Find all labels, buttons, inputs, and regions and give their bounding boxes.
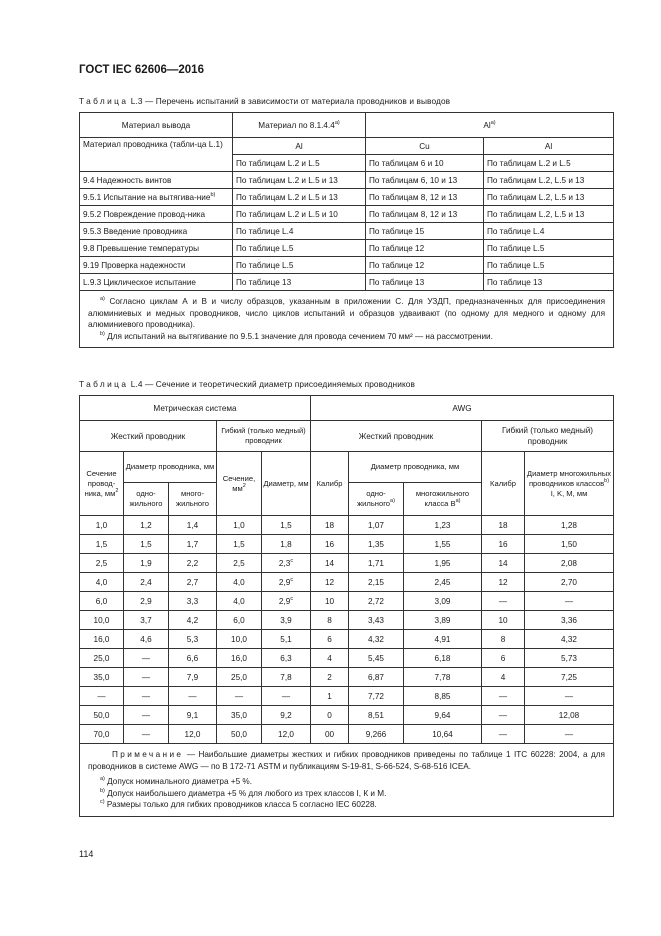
table-l4-notes: Примечание — Наибольшие диаметры жестких и гибких проводников приведены по таблице 1 ITC 60228: 2004, а для проводников в системе AWG — по В 172-71 ASTM и публикациям S-19-81, S-66-524, S-68-516 ICEA. $^{а)}$ Допуск номинального диаметра +5 %. $^{b)}$ Допуск наибольшего диаметра +5 % для любого из трех классов I, К и М. $^{c)}$ Размеры только для гибких проводников класса 5 согласно IEC 60228. xyxy=(80,744,614,817)
table-cell: 1,5 xyxy=(262,516,311,535)
table-row: 9.5.2 Повреждение провод-ника По таблицам L.2 и L.5 и 10 По таблицам 8, 12 и 13 По таблицам L.2, L.5 и 13 xyxy=(80,206,614,223)
head-flexible: Гибкий (только медный) проводник xyxy=(217,421,311,452)
table-cell: 8,51 xyxy=(349,706,404,725)
head-section: Сечение провод-ника, $мм^2$ xyxy=(80,452,124,516)
table-cell: 4 xyxy=(482,668,525,687)
table-cell: 9,64 xyxy=(404,706,482,725)
table-cell: 5,45 xyxy=(349,649,404,668)
table-cell: 6,6 xyxy=(169,649,217,668)
table-cell: 1,8 xyxy=(262,535,311,554)
table-cell: 1,5 xyxy=(80,535,124,554)
table-cell: 2,7 xyxy=(169,573,217,592)
table-cell: 1,2 xyxy=(124,516,169,535)
table-cell: 16 xyxy=(482,535,525,554)
table-cell: 9,2 xyxy=(262,706,311,725)
table-cell: 10,64 xyxy=(404,725,482,744)
table-cell: — xyxy=(482,725,525,744)
table-row xyxy=(80,516,614,535)
table-cell: 7,25 xyxy=(525,668,614,687)
table-row xyxy=(80,706,614,725)
table-cell: 2,15 xyxy=(349,573,404,592)
table-cell: 70,0 xyxy=(80,725,124,744)
head-multi: много-жильного xyxy=(169,483,217,516)
table-cell: 7,8 xyxy=(262,668,311,687)
table-cell: 6 xyxy=(482,649,525,668)
table-cell: 1,9 xyxy=(124,554,169,573)
table-cell: — xyxy=(525,592,614,611)
table-cell: — xyxy=(124,687,169,706)
table-cell: 1 xyxy=(311,687,349,706)
table-cell: 6,87 xyxy=(349,668,404,687)
table-cell: — xyxy=(217,687,262,706)
table-row xyxy=(80,725,614,744)
table-cell: 6,0 xyxy=(80,592,124,611)
table-cell: 3,43 xyxy=(349,611,404,630)
head-cu: Cu xyxy=(366,138,484,155)
table-cell: 14 xyxy=(311,554,349,573)
table-cell: 3,3 xyxy=(169,592,217,611)
table-cell: 00 xyxy=(311,725,349,744)
table-cell: 6,3 xyxy=(262,649,311,668)
table-cell: 12,0 xyxy=(262,725,311,744)
table-cell: 2,4 xyxy=(124,573,169,592)
table-cell: — xyxy=(262,687,311,706)
table-cell: 3,89 xyxy=(404,611,482,630)
table-row xyxy=(80,649,614,668)
table-cell: 1,28 xyxy=(525,516,614,535)
table-cell: 12 xyxy=(482,573,525,592)
table-cell: — xyxy=(124,668,169,687)
table-cell: 2,3$^c$ xyxy=(262,554,311,573)
head-section-flex: Сечение, $мм^2$ xyxy=(217,452,262,516)
table-l3 xyxy=(79,112,614,348)
table-cell: 1,07 xyxy=(349,516,404,535)
table-cell: 1,0 xyxy=(80,516,124,535)
table-cell: 3,36 xyxy=(525,611,614,630)
table-cell: 0 xyxy=(311,706,349,725)
table-cell: — xyxy=(525,725,614,744)
head-flexible-awg: Гибкий (только медный) проводник xyxy=(482,421,614,452)
table-l4 xyxy=(79,395,614,817)
table-cell: 10,0 xyxy=(80,611,124,630)
table-cell: 12,08 xyxy=(525,706,614,725)
table-cell: — xyxy=(525,687,614,706)
table-cell: 1,7 xyxy=(169,535,217,554)
table-cell: 2,70 xyxy=(525,573,614,592)
table-cell: 2,45 xyxy=(404,573,482,592)
table-cell: 4 xyxy=(311,649,349,668)
table-row xyxy=(80,535,614,554)
table-cell: 1,5 xyxy=(217,535,262,554)
table-l3-footnotes: $^{а)}$ Согласно циклам А и В и числу образцов, указанным в приложении С. Для УЗДП, предназначенных для присоединения алюминиевых и медных проводников, число циклов испытаний и образцов удваивают (по одному для медного и одному для алюминиевого проводника). $^{b)}$ Для испытаний на вытягивание по 9.5.1 значение для провода сечением 70 мм² — на рассмотрении. xyxy=(80,291,614,348)
head-al: $Al^{а)}$ xyxy=(366,113,614,138)
table-row xyxy=(80,668,614,687)
table-cell: 6,18 xyxy=(404,649,482,668)
table-cell: 4,6 xyxy=(124,630,169,649)
table-cell: 18 xyxy=(311,516,349,535)
head-al-2: Al xyxy=(233,138,366,155)
table-cell: 2,08 xyxy=(525,554,614,573)
table-row xyxy=(80,687,614,706)
table-cell: 2,9 xyxy=(124,592,169,611)
table-cell: 5,73 xyxy=(525,649,614,668)
table-cell: 5,1 xyxy=(262,630,311,649)
table-cell: — xyxy=(482,687,525,706)
table-cell: 3,7 xyxy=(124,611,169,630)
table-cell: 1,55 xyxy=(404,535,482,554)
table-cell: 2,9$^c$ xyxy=(262,592,311,611)
table-cell: — xyxy=(482,706,525,725)
table-cell: — xyxy=(80,687,124,706)
table-cell: 8 xyxy=(311,611,349,630)
table-cell: 4,0 xyxy=(217,573,262,592)
table-cell: 3,9 xyxy=(262,611,311,630)
table-cell: 35,0 xyxy=(217,706,262,725)
table-cell: — xyxy=(482,592,525,611)
head-rigid-awg: Жесткий проводник xyxy=(311,421,482,452)
table-cell: 9,266 xyxy=(349,725,404,744)
table-row: 9.4 Надежность винтов По таблицам L.2 и L.5 и 13 По таблицам 6, 10 и 13 По таблицам L.2, L.5 и 13 xyxy=(80,172,614,189)
table-cell: 25,0 xyxy=(217,668,262,687)
table-cell: 25,0 xyxy=(80,649,124,668)
head-single-awg: одно-жильного$^{а)}$ xyxy=(349,483,404,516)
document-header: ГОСТ IEC 62606—2016 xyxy=(79,64,204,76)
table-row: 9.5.3 Введение проводника По таблице L.4 По таблице 15 По таблице L.4 xyxy=(80,223,614,240)
table-cell: 1,50 xyxy=(525,535,614,554)
table-cell: 1,95 xyxy=(404,554,482,573)
table-row xyxy=(80,630,614,649)
table-cell: 16,0 xyxy=(217,649,262,668)
table-cell: 10 xyxy=(311,592,349,611)
table-cell: — xyxy=(124,649,169,668)
table-cell: 4,2 xyxy=(169,611,217,630)
head-al-3: Al xyxy=(484,138,614,155)
head-gauge-flex: Калибр xyxy=(482,452,525,516)
table-row xyxy=(80,592,614,611)
table-cell: 6 xyxy=(311,630,349,649)
table-cell: 1,0 xyxy=(217,516,262,535)
table-cell: 1,71 xyxy=(349,554,404,573)
table-cell: — xyxy=(124,725,169,744)
table-row xyxy=(80,611,614,630)
table-row xyxy=(80,554,614,573)
head-metric: Метрическая система xyxy=(80,396,311,421)
table-row: По таблицам L.2 и L.5 По таблицам 6 и 10 По таблицам L.2 и L.5 xyxy=(80,155,614,172)
head-multi-awg: многожильного класса $В^{а)}$ xyxy=(404,483,482,516)
table-cell: 8 xyxy=(482,630,525,649)
table-cell: 2,5 xyxy=(80,554,124,573)
table-cell: 4,91 xyxy=(404,630,482,649)
table-cell: 8,85 xyxy=(404,687,482,706)
table-cell: 6,0 xyxy=(217,611,262,630)
table-cell: 50,0 xyxy=(80,706,124,725)
table-cell: 7,9 xyxy=(169,668,217,687)
table-cell: 5,3 xyxy=(169,630,217,649)
table-cell: — xyxy=(169,687,217,706)
table-cell: 3,09 xyxy=(404,592,482,611)
table-cell: 10,0 xyxy=(217,630,262,649)
table-cell: 50,0 xyxy=(217,725,262,744)
head-diameter-awg: Диаметр проводника, мм xyxy=(349,452,482,483)
head-terminal-material: Материал вывода xyxy=(80,113,233,138)
table-row xyxy=(80,573,614,592)
table-l3-caption: Таблица L.3 — Перечень испытаний в зависимости от материала проводников и выводов xyxy=(79,96,451,106)
head-diameter: Диаметр проводника, мм xyxy=(124,452,217,483)
table-cell: 7,72 xyxy=(349,687,404,706)
table-cell: 10 xyxy=(482,611,525,630)
table-cell: 1,23 xyxy=(404,516,482,535)
table-cell: 4,0 xyxy=(80,573,124,592)
table-cell: 4,32 xyxy=(525,630,614,649)
table-cell: 35,0 xyxy=(80,668,124,687)
table-cell: 2,9$^c$ xyxy=(262,573,311,592)
table-row: 9.8 Превышение температуры По таблице L.5 По таблице 12 По таблице L.5 xyxy=(80,240,614,257)
head-awg: AWG xyxy=(311,396,614,421)
head-single: одно-жильного xyxy=(124,483,169,516)
table-cell: 16,0 xyxy=(80,630,124,649)
table-cell: 2,5 xyxy=(217,554,262,573)
head-material-814: Материал по $8.1.4.4^{а)}$ xyxy=(233,113,366,138)
table-cell: 7,78 xyxy=(404,668,482,687)
table-cell: 18 xyxy=(482,516,525,535)
table-cell: 4,0 xyxy=(217,592,262,611)
table-cell: 2 xyxy=(311,668,349,687)
table-cell: 12 xyxy=(311,573,349,592)
table-l4-caption: Таблица L.4 — Сечение и теоретический диаметр присоединяемых проводников xyxy=(79,379,415,389)
head-diameter-flex: Диаметр, мм xyxy=(262,452,311,516)
table-cell: 14 xyxy=(482,554,525,573)
table-row: 9.19 Проверка надежности По таблице L.5 По таблице 12 По таблице L.5 xyxy=(80,257,614,274)
table-cell: 1,35 xyxy=(349,535,404,554)
table-cell: — xyxy=(124,706,169,725)
head-conductor-material: Материал проводника (табли-ца L.1) xyxy=(80,138,233,172)
head-rigid: Жесткий проводник xyxy=(80,421,217,452)
table-row: 9.5.1 Испытание на вытягива-ние$^{b)}$ По таблицам L.2 и L.5 и 13 По таблицам 8, 12 и 13 По таблицам L.2, L.5 и 13 xyxy=(80,189,614,206)
table-cell: 2,2 xyxy=(169,554,217,573)
head-diameter-flex-awg: Диаметр многожильных проводников классов$^{b)}$ I, K, M, мм xyxy=(525,452,614,516)
table-cell: 4,32 xyxy=(349,630,404,649)
table-row: L.9.3 Циклическое испытание По таблице 13 По таблице 13 По таблице 13 xyxy=(80,274,614,291)
page-number: 114 xyxy=(79,849,94,859)
table-cell: 1,4 xyxy=(169,516,217,535)
table-cell: 1,5 xyxy=(124,535,169,554)
head-gauge: Калибр xyxy=(311,452,349,516)
table-cell: 9,1 xyxy=(169,706,217,725)
table-cell: 2,72 xyxy=(349,592,404,611)
table-cell: 12,0 xyxy=(169,725,217,744)
table-cell: 16 xyxy=(311,535,349,554)
